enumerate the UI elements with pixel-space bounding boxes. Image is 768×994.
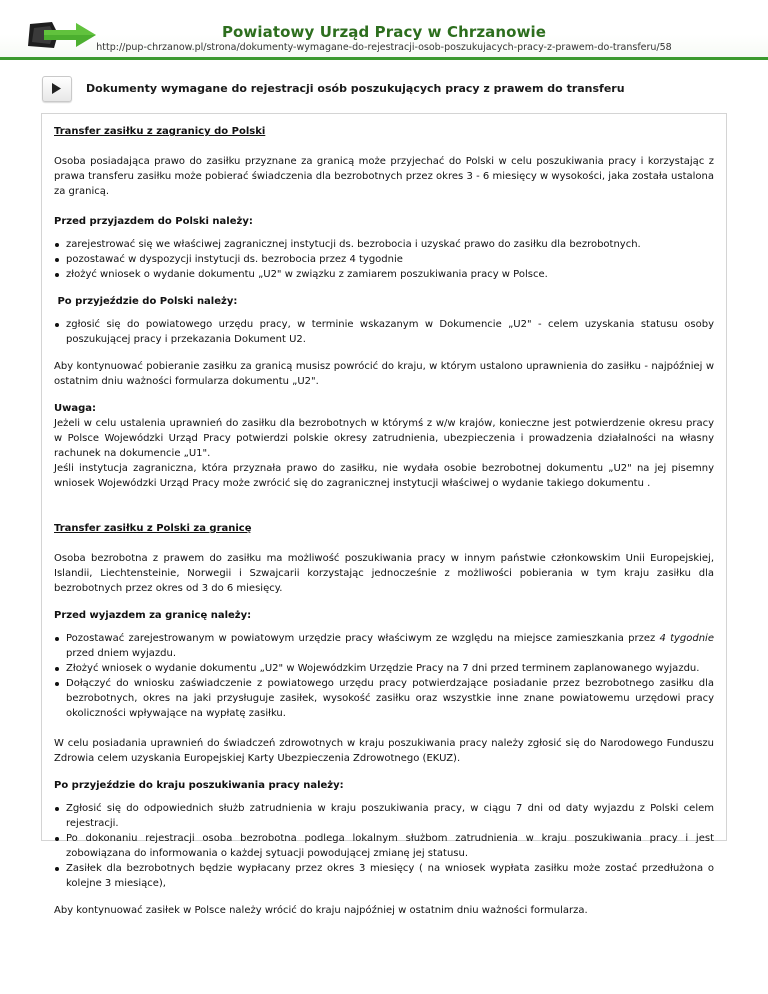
list-item: Zasiłek dla bezrobotnych będzie wypłacany przez okres 3 miesięcy ( na wniosek wypłata zasiłku może zostać przedłużona o kolejne 3 miesiące),	[66, 863, 714, 889]
page-url: http://pup-chrzanow.pl/strona/dokumenty-wymagane-do-rejestracji-osob-poszukujacych-pracy-z-prawem-do-transferu/58	[96, 42, 672, 53]
item-text: Pozostawać zarejestrowanym w powiatowym urzędzie pracy właściwym ze względu na miejsce zamieszkania przez	[66, 633, 660, 644]
section1-after-list	[54, 317, 714, 347]
list-item	[66, 631, 714, 661]
note-text-1: Jeżeli w celu ustalenia uprawnień do zasiłku dla bezrobotnych w którymś z w/w krajów, konieczne jest potwierdzenie okresu pracy w Polsce Wojewódzki Urząd Pracy potwierdzi polskie okresy zatrudnienia, ubezpieczenia i prowadzenia działalności na własny rachunek na dokumencie „U1".	[54, 418, 714, 459]
item-text: przed dniem wyjazdu.	[66, 648, 177, 659]
section2-arrival-heading: Po przyjeździe do kraju poszukiwania pracy należy:	[54, 780, 344, 791]
section-title-import: Transfer zasiłku z zagranicy do Polski	[54, 126, 266, 137]
item-emphasis: 4 tygodnie	[659, 633, 714, 644]
section2-intro: Osoba bezrobotna z prawem do zasiłku ma możliwość poszukiwania pracy w innym państwie członkowskim Unii Europejskiej, Islandii, Liechtensteinie, Norwegii i Szwajcarii korzystając jednocześnie z możliwości pobierania w tym kraju zasiłku dla bezrobotnych przez okres od 3 do 6 miesięcy.	[54, 553, 714, 594]
section2-arrival-list	[54, 801, 714, 891]
section1-intro: Osoba posiadająca prawo do zasiłku przyznane za granicą może przyjechać do Polski w celu poszukiwania pracy i korzystając z prawa transferu zasiłku może pobierać świadczenia dla bezrobotnych przez okres 3 - 6 miesięcy w wysokości, jaka została ustalona za granicą.	[54, 156, 714, 197]
page-title: Dokumenty wymagane do rejestracji osób poszukujących pracy z prawem do transferu	[86, 82, 625, 95]
section1-before-list	[54, 237, 714, 282]
site-title[interactable]: Powiatowy Urząd Pracy w Chrzanowie	[221, 23, 547, 41]
list-item: zarejestrować się we właściwej zagranicznej instytucji ds. bezrobocia i uzyskać prawo do zasiłku dla bezrobotnych.	[66, 237, 714, 252]
list-item: Zgłosić się do odpowiednich służb zatrudnienia w kraju poszukiwania pracy, w ciągu 7 dni od daty wyjazdu z Polski celem rejestracji.	[66, 803, 714, 829]
list-item: Po dokonaniu rejestracji osoba bezrobotna podlega lokalnym służbom zatrudnienia w kraju poszukiwania pracy i jest zobowiązana do informowania o każdej sytuacji powodującej zmianę jej statusu.	[66, 833, 714, 859]
section2-before-heading: Przed wyjazdem za granicę należy:	[54, 610, 252, 621]
header-divider	[0, 57, 768, 60]
section1-after-heading: Po przyjeździe do Polski należy:	[54, 296, 238, 307]
list-item: pozostawać w dyspozycji instytucji ds. bezrobocia przez 4 tygodnie	[66, 252, 714, 267]
play-arrow-icon	[51, 83, 62, 94]
site-header	[0, 0, 768, 58]
article-content	[41, 113, 727, 916]
list-item: zgłosić się do powiatowego urzędu pracy, w terminie wskazanym w Dokumencie „U2" - celem uzyskania statusu osoby poszukującej pracy i przekazania Dokument U2.	[66, 319, 714, 345]
section-title-export: Transfer zasiłku z Polski za granicę	[54, 523, 252, 534]
list-item: Złożyć wniosek o wydanie dokumentu „U2" w Wojewódzkim Urzędzie Pracy na 7 dni przed terminem zaplanowanego wyjazdu.	[66, 661, 714, 676]
note-label: Uwaga:	[54, 403, 97, 414]
section2-before-list	[54, 631, 714, 721]
list-item: złożyć wniosek o wydanie dokumentu „U2" w związku z zamiarem poszukiwania pracy w Polsce.	[66, 267, 714, 282]
note-text-2: Jeśli instytucja zagraniczna, która przyznała prawo do zasiłku, nie wydała osobie bezrobotnej dokumentu „U2" na jej pisemny wniosek Wojewódzki Urząd Pracy może zwrócić się do zagranicznej instytucji właściwej o wydanie takiego dokumentu .	[54, 463, 714, 489]
section2-health-text: W celu posiadania uprawnień do świadczeń zdrowotnych w kraju poszukiwania pracy należy zgłosić się do Narodowego Funduszu Zdrowia celem uzyskania Europejskiej Karty Ubezpieczenia Zdrowotnego (EKUZ).	[54, 738, 714, 764]
section1-continue-text: Aby kontynuować pobieranie zasiłku za granicą musisz powrócić do kraju, w którym ustalono uprawnienia do zasiłku - najpóźniej w ostatnim dniu ważności formularza dokumentu „U2".	[54, 361, 714, 387]
section1-before-heading: Przed przyjazdem do Polski należy:	[54, 216, 253, 227]
page-heading-button[interactable]	[42, 76, 72, 102]
list-item: Dołączyć do wniosku zaświadczenie z powiatowego urzędu pracy potwierdzające posiadanie przez bezrobotnego zasiłku dla bezrobotnych, okres na jaki przysługuje zasiłek, wysokość zasiłku oraz wszystkie inne znane powiatowemu urzędowi pracy okoliczności wpływające na wypłatę zasiłku.	[66, 678, 714, 719]
section2-closing-text: Aby kontynuować zasiłek w Polsce należy wrócić do kraju najpóźniej w ostatnim dniu ważności formularza.	[54, 905, 588, 916]
